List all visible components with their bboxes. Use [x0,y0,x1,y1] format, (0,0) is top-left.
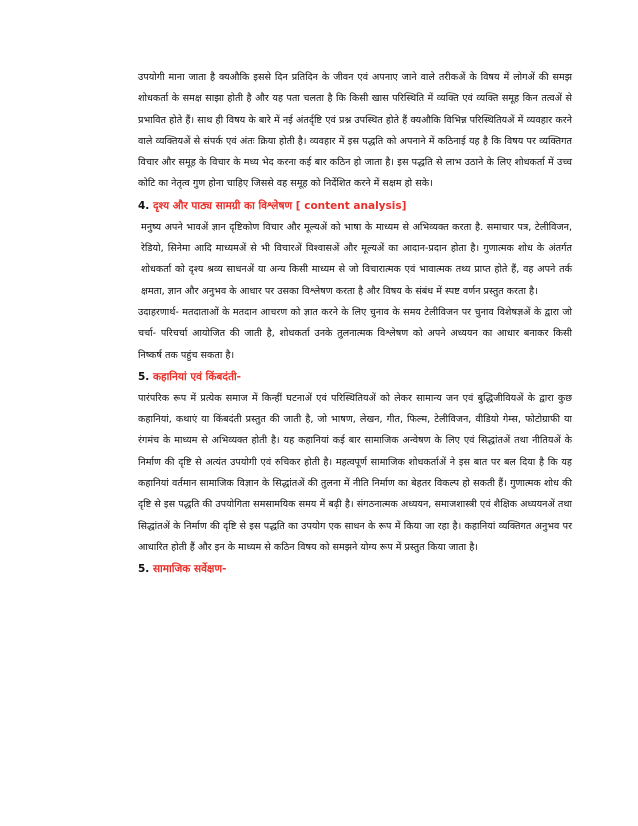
section-heading-content-analysis [138,195,572,217]
paragraph-observation-method: उपयोगी माना जाता है क्यऔकि इससे दिन प्रतिदिन के जीवन एवं अपनाए जाने वाले तरीकअें के विषय में लोगअें की समझ शोधकर्ता के समक्ष साझा होती है और यह पता चलता है कि किसी खास परिस्थिति में व्यक्ति एवं व्यक्ति समूह किन तत्वअें से प्रभावित होते हैं। साथ ही विषय के बारे में नई अंतर्दृष्टि एवं प्रश्न उपस्थित होते हैं क्यऔकि विभिन्न परिस्थितियअें में व्यवहार करने वाले व्यक्तियअें से संपर्क एवं अंतः क्रिया होती है। व्यवहार में इस पद्धति को अपनाने में कठिनाई यह है कि विषय पर व्यक्तिगत विचार और समूह के विचार के मध्य भेद करना कई बार कठिन हो जाता है। इस पद्धति से लाभ उठाने के लिए शोधकर्ता में उच्च कोटि का नेतृत्व गुण होना चाहिए जिससे वह समूह को निर्देशित करने में सक्षम हो सके। [138,72,572,190]
section-number: 4. [138,199,150,212]
document-body [138,67,572,580]
section-heading-stories-legends [138,366,572,388]
section-title: दृश्य और पाठ्य सामग्री का विश्लेषण [ content analysis] [152,199,407,212]
section-heading-social-survey [138,558,572,580]
paragraph-content-analysis: मनुष्य अपने भावअें ज्ञान दृष्टिकोण विचार और मूल्यअें को भाषा के माध्यम से अभिव्यक्त करता है. समाचार पत्र, टेलीविजन, रेडियो, सिनेमा आदि माध्यमअें से भी विचारअें विश्वासअें और मूल्यअें का आदान-प्रदान होता है। गुणात्मक शोध के अंतर्गत शोधकर्ता को दृश्य श्रव्य साधनअें या अन्य किसी माध्यम से जो विचारात्मक एवं भावात्मक तथ्य प्राप्त होते हैं, वह अपने तर्क क्षमता, ज्ञान और अनुभव के आधार पर उसका विश्लेषण करता है और विषय के संबंध में स्पष्ट वर्णन प्रस्तुत करता है। [141,221,572,297]
paragraph-stories-legends: पारंपरिक रूप में प्रत्येक समाज में किन्हीं घटनाअें एवं परिस्थितियअें को लेकर सामान्य जन एवं बुद्धिजीवियअें के द्वारा कुछ कहानियां, कथाएं या किंबदंती प्रस्तुत की जाती है, जो भाषण, लेखन, गीत, फिल्म, टेलीविजन, वीडियो गेम्स, फोटोग्राफी या रंगमंच के माध्यम से अभिव्यक्त होती है। यह कहानियां कई बार सामाजिक अन्वेषण के लिए एवं सिद्धांतअें तथा नीतियअें के निर्माण की दृष्टि से अत्यंत उपयोगी एवं रुचिकर होती है। महत्वपूर्ण सामाजिक शोधकर्ताअें ने इस बात पर बल दिया है कि यह कहानियां वर्तमान सामाजिक विज्ञान के सिद्धांतअें की तुलना में नीति निर्माण का बेहतर विकल्प हो सकती हैं। गुणात्मक शोध की दृष्टि से इस पद्धति की उपयोगिता समसामयिक समय में बढ़ी है। संगठनात्मक अध्ययन, समाजशास्त्री एवं शैक्षिक अध्ययनअें तथा सिद्धांतअें के निर्माण की दृष्टि से इस पद्धति का उपयोग एक साधन के रूप में किया जा रहा है। कहानियां व्यक्तिगत अनुभव पर आधारित होती हैं और इन के माध्यम से कठिन विषय को समझने योग्य रूप में प्रस्तुत किया जाता है। [138,392,572,553]
paragraph-example: उदाहरणार्थ- मतदाताओं के मतदान आचरण को ज्ञात करने के लिए चुनाव के समय टेलीविजन पर चुनाव विशेषज्ञअें के द्वारा जो चर्चा- परिचर्चा आयोजित की जाती है, शोधकर्ता उनके तुलनात्मक विश्लेषण को अपने अध्ययन का आधार बनाकर किसी निष्कर्ष तक पहुंच सकता है। [138,306,572,361]
section-title: सामाजिक सर्वेक्षण- [152,563,227,576]
section-number: 5. [138,563,150,576]
section-number: 5. [138,370,150,383]
section-title: कहानियां एवं किंबदंती- [152,370,242,383]
